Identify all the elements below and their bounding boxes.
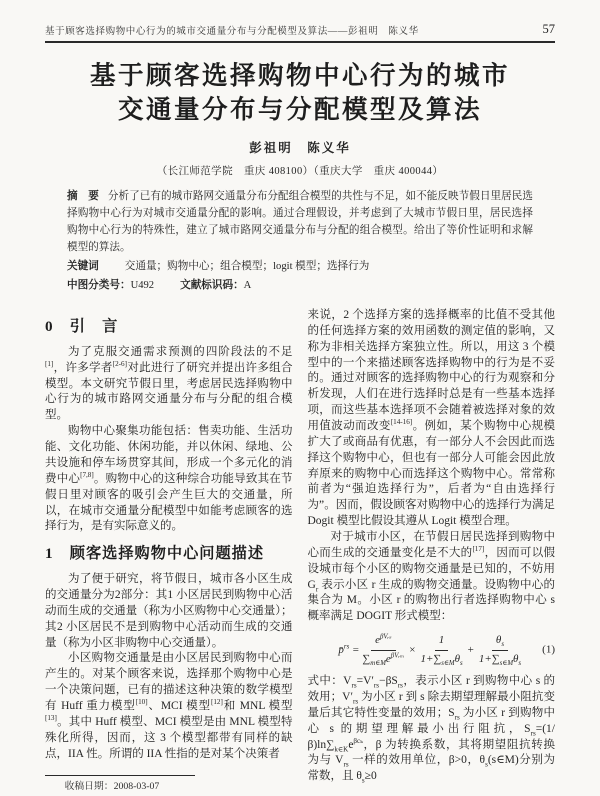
section-0-heading: 0 引 言 xyxy=(45,317,119,335)
equation-number: (1) xyxy=(542,643,555,656)
right-paragraph-1: 来说，2 个选择方案的选择概率的比值不受其他的任何选择方案的效用函数的测定值的影响，又称为非相关选择方案独立性。所以，用这 3 个模型中的一个来描述顾客选择购物中的行为是不妥的。通过对顾客的选择购物中心的行为观察和分析发现，人们在进行选择时总是有一些基本选择项，而这些基本选择项不会随着被选择对象的效用值波动而改变[14-16]。例如，某个购物中心规模扩大了或商品有优惠，有一部分人不会因此而选择这个购物中心，但也有一部分人可能会因此放弃原来的购物中心而选择这个购物中心。常常称前者为“强迫选择行为”，后者为“自由选择行为”。因而，假设顾客对购物中心的选择行为满足 Dogit 模型比假设其遵从 Logit 模型合理。 xyxy=(307,308,556,528)
left-column xyxy=(45,308,293,793)
section-1-paragraph-2: 小区购物交通量是由小区居民到购物中心而产生的。对某个顾客来说，选择那个购物中心是一个决策问题，已有的描述这种决策的数学模型有 Huff 重力模型[10]、MCI 模型[12]和 MNL 模型[13]。其中 Huff 模型、MCI 模型是由 MNL 模型特殊化所得，因而，这 3 个模型都带有同样的缺点，IIA 性。所谓的 IIA 性指的是对某个决策者 xyxy=(45,652,293,760)
right-column xyxy=(308,308,556,793)
times-operator: × xyxy=(409,643,416,656)
fraction-captive-numerator: $\theta_s$ xyxy=(492,633,508,650)
clc-label: 中图分类号： xyxy=(67,280,131,291)
doc-code-label: 文献标识码： xyxy=(180,280,244,291)
header-rule xyxy=(45,41,555,43)
fraction-captive xyxy=(479,633,521,666)
page-number: 57 xyxy=(542,22,555,36)
plus-operator: + xyxy=(467,643,474,656)
right-paragraph-2: 对于城市小区，在节假日居民选择到购物中心而生成的交通量变化是不大的[17]，因而可以假设城市每个小区的购物交通量是已知的，不妨用 $G_r$ 表示小区 r 生成的购物交通量。设购物中心的集合为 M。小区 r 的购物出行者选择购物中心 s 概率满足 DOGIT 形式模型： xyxy=(307,530,555,623)
fraction-utility-numerator: $e^{\beta Vᵣ_s}$ xyxy=(371,633,395,650)
section-1-paragraph-1: 为了便于研究，将节假日，城市各小区生成的交通量分为2部分：其1 小区居民到购物中心活动而生成的交通量（称为小区购物中心交通量）；其2 小区居民不是到购物中心活动而生成的交通量（称为小区非购物中心交通量）。 xyxy=(45,573,293,649)
right-paragraph-3: 式中：$V_{rs}=V'_{rs}-\beta S_{rs}$，表示小区 r 到购物中心 s 的效用；$V'_{rs}$ 为小区 r 到 s 除去期望理解最小阻抗变量后其它特性变量的效用；$S_{rs}$ 为小区 r 到购物中心 s 的期望理解最小出行阻抗，$S_{rs}=(1/\beta)\ln\sum_{k\in K}e^{\beta c_k}$，β 为转换系数，其将期望阻抗转换为与 $V_{rs}$ 一样的效用单位，β>0，$\theta_s(s\in M)$分别为常数，且 $\theta_s\ge 0$ xyxy=(307,675,555,785)
abstract-label: 摘 要 xyxy=(67,191,99,203)
fraction-scaling-numerator: 1 xyxy=(435,633,449,650)
page-header xyxy=(45,22,555,37)
running-title: 基于顾客选择购物中心行为的城市交通量分布与分配模型及算法——彭祖明 陈义华 xyxy=(45,27,419,37)
fraction-utility-share xyxy=(362,633,404,666)
section-0-paragraph-2: 购物中心聚集功能包括：售卖功能、生活功能、文化功能、休闲功能，并以休闲、绿地、公共设施和停车场贯穿其间，形成一个多元化的消费中心[7,8]。购物中心的这种综合功能导致其在节假日里对顾客的吸引会产生巨大的交通量，所以，在城市交通量分配模型中如能考虑顾客的选择行为，是有实际意义的。 xyxy=(45,425,293,533)
keywords-line xyxy=(67,259,533,276)
paper-title xyxy=(45,59,555,126)
fraction-scaling-denominator: $1+\sum_{s\in M}\theta_s$ xyxy=(420,652,463,667)
received-date: 收稿日期：2008-03-07 xyxy=(64,780,160,792)
keywords-label: 关键词 xyxy=(67,261,99,273)
affiliations: （长江师范学院 重庆 408100）（重庆大学 重庆 400044） xyxy=(156,166,444,178)
two-column-body xyxy=(45,308,555,793)
footnote xyxy=(45,775,293,794)
paper-title-line2: 交通量分布与分配模型及算法 xyxy=(117,94,482,124)
fraction-utility-denominator: $\sum_{m\in M}e^{\beta Vᵣ_m}$ xyxy=(362,651,405,667)
keywords-text: 交通量；购物中心；组合模型；logit 模型；选择行为 xyxy=(124,261,370,273)
authors: 彭祖明 陈义华 xyxy=(249,141,351,156)
classification-line xyxy=(67,278,533,295)
clc-value: U492 xyxy=(130,280,155,291)
paper-title-line1: 基于顾客选择购物中心行为的城市 xyxy=(89,61,510,90)
abstract xyxy=(67,189,533,257)
footnote-rule xyxy=(45,775,195,776)
abstract-text: 分析了已有的城市路网交通量分布分配组合模型的共性与不足，如不能反映节假日里居民选择购物中心行为对城市交通量分配的影响。通过合理假设，并考虑到了大城市节假日里，居民选择购物中心行为的特殊性，建立了城市路网交通量分布与分配的组合模型。给出了等价性证明和求解模型的算法。 xyxy=(67,191,534,254)
equation-lhs: p̄$^{rs}$ = xyxy=(338,642,360,656)
doc-code-value: A xyxy=(243,280,252,291)
fraction-captive-denominator: $1+\sum_{s\in M}\theta_s$ xyxy=(478,652,522,667)
fraction-scaling xyxy=(420,633,462,666)
equation-1 xyxy=(308,632,556,668)
section-1-heading: 1 顾客选择购物中心问题描述 xyxy=(45,545,265,563)
section-0-paragraph-1: 为了克服交通需求预测的四阶段法的不足[1]，许多学者[2-6]对此进行了研究并提出许多组合模型。本文研究节假日里，考虑居民选择购物中心行为的城市路网交通量分布与分配的组合模型。 xyxy=(45,345,293,422)
